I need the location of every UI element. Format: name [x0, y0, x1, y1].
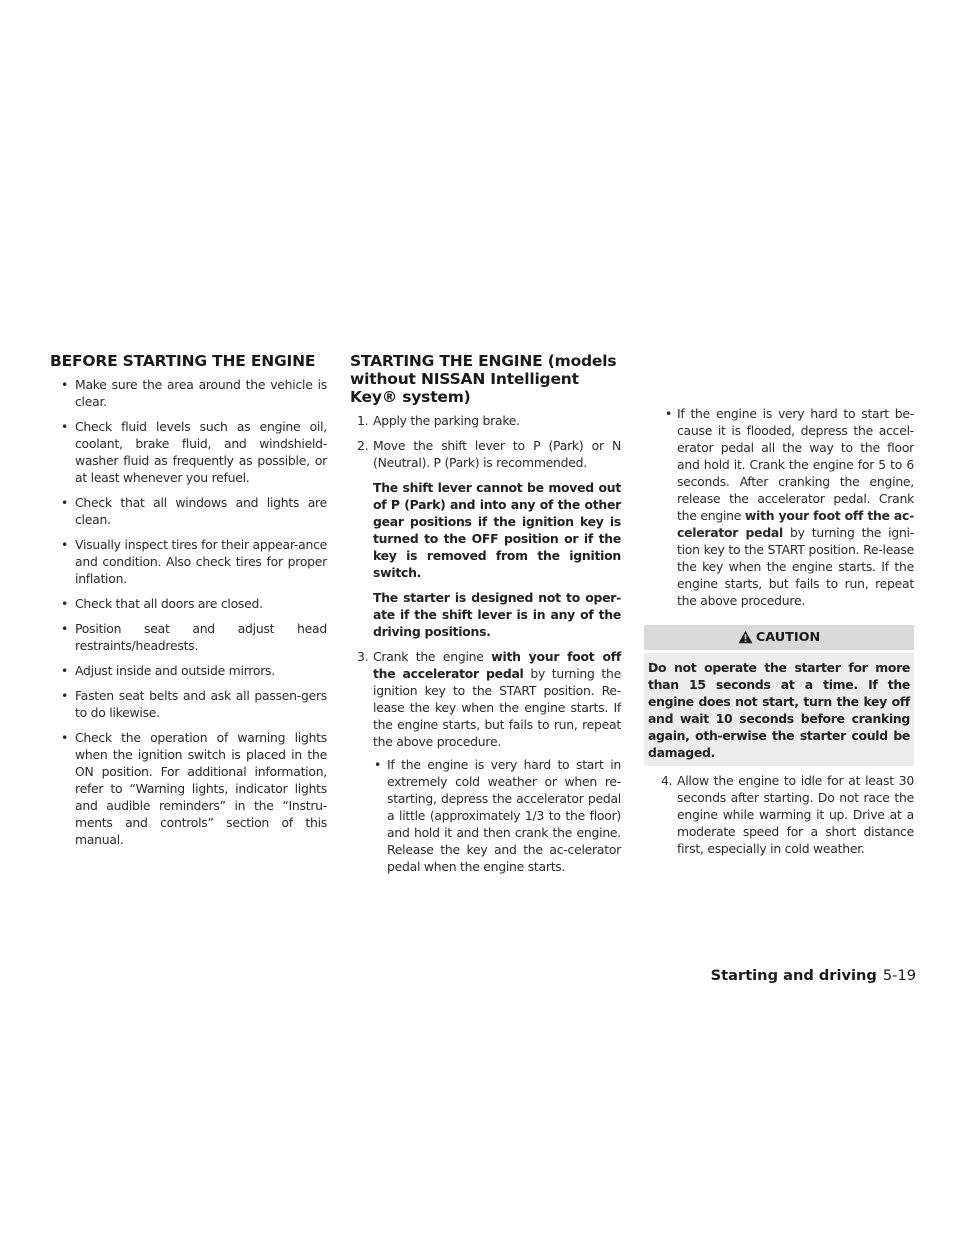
- note-starter: The starter is designed not to oper-ate if the shift lever is in any of the driving positions.: [373, 590, 621, 639]
- step-3: 3. Crank the engine with your foot off the accelerator pedal by turning the ignition key to the START position. Re-lease the key when the engine starts. If the engine starts, but fails to run, repeat the above procedure.: [357, 649, 621, 749]
- column-right: [644, 0, 914, 865]
- caution-box: [644, 625, 914, 766]
- column-middle: [350, 352, 621, 875]
- bullet-icon: •: [61, 495, 69, 510]
- list-item: • Check that all windows and lights are clean.: [61, 495, 327, 527]
- bullet-icon: •: [374, 757, 382, 772]
- step-2: 2. Move the shift lever to P (Park) or N (Neutral). P (Park) is recommended.: [357, 438, 621, 470]
- step-3-sub-cold-weather: • If the engine is very hard to start in extremely cold weather or when re-starting, depress the accelerator pedal a little (approximately 1/3 to the floor) and hold it and then crank the engine. Release the key and the ac-celerator pedal when the engine starts.: [374, 757, 621, 874]
- list-item: • Check that all doors are closed.: [61, 596, 263, 611]
- checklist: [50, 376, 327, 848]
- list-item: • Make sure the area around the vehicle is clear.: [61, 377, 327, 409]
- bullet-icon: •: [61, 377, 69, 392]
- bullet-icon: •: [61, 663, 69, 678]
- caution-header: CAUTION: [644, 625, 914, 650]
- list-item: • Fasten seat belts and ask all passen-gers to do likewise.: [61, 688, 327, 720]
- footer-section-title: Starting and driving: [710, 967, 877, 984]
- column-left: [50, 352, 327, 856]
- list-item: • Adjust inside and outside mirrors.: [61, 663, 275, 678]
- bullet-icon: •: [61, 537, 69, 552]
- bullet-icon: •: [61, 688, 69, 703]
- list-item: • Check the operation of warning lights when the ignition switch is placed in the ON position. For additional information, refer to “Warning lights, indicator lights and audible reminders” in the “Instru-ments and controls” section of this manual.: [61, 730, 327, 847]
- list-item: • Visually inspect tires for their appear-ance and condition. Also check tires for proper inflation.: [61, 537, 327, 586]
- section-title-before-starting: BEFORE STARTING THE ENGINE: [50, 352, 316, 370]
- bullet-icon: •: [61, 621, 69, 636]
- caution-text: Do not operate the starter for more than 15 seconds at a time. If the engine does not start, turn the key off and wait 10 seconds before cranking again, oth-erwise the starter could be damaged.: [644, 653, 914, 766]
- step-4: 4. Allow the engine to idle for at least 30 seconds after starting. Do not race the engine while warming it up. Drive at a moderate speed for a short distance first, especially in cold weather.: [661, 773, 914, 856]
- bullet-icon: •: [665, 406, 673, 421]
- bullet-icon: •: [61, 419, 69, 434]
- list-item: • Position seat and adjust head restraints/headrests.: [61, 621, 327, 653]
- page-number: 5-19: [882, 967, 916, 984]
- warning-icon: [738, 630, 753, 644]
- bullet-icon: •: [61, 596, 69, 611]
- step-1: 1. Apply the parking brake.: [357, 413, 520, 428]
- page-footer: [700, 967, 916, 984]
- bullet-icon: •: [61, 730, 69, 745]
- note-shift-lever: The shift lever cannot be moved out of P (Park) and into any of the other gear positions if the ignition key is turned to the OFF position or if the key is removed from the ignition switch.: [373, 480, 621, 580]
- section-title-starting-engine: STARTING THE ENGINE (models without NISSAN Intelligent Key® system): [350, 352, 617, 406]
- step-3-sub-flooded: • If the engine is very hard to start be-cause it is flooded, depress the accel-erator pedal all the way to the floor and hold it. Crank the engine for 5 to 6 seconds. After cranking the engine, release the accelerator pedal. Crank the engine with your foot off the ac-celerator pedal by turning the igni-tion key to the START position. Re-lease the key when the engine starts. If the engine starts, but fails to run, repeat the above procedure.: [665, 406, 914, 608]
- list-item: • Check fluid levels such as engine oil, coolant, brake fluid, and windshield-washer fluid as frequently as possible, or at least whenever you refuel.: [61, 419, 327, 485]
